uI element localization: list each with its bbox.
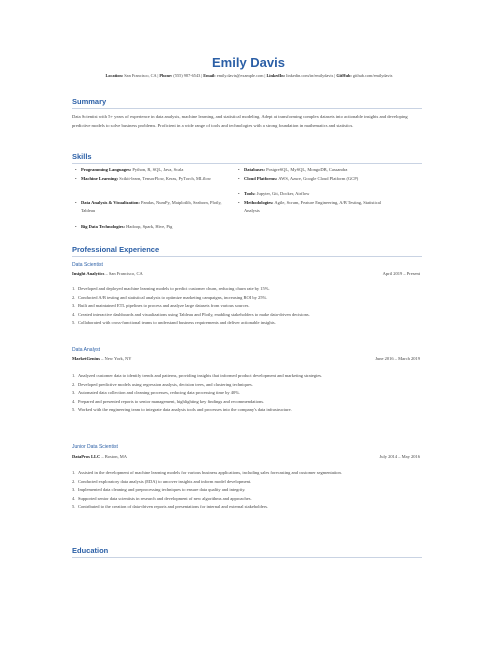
skill-item (72, 223, 232, 231)
skill-label: Cloud Platforms: (244, 176, 278, 181)
list-item: 3. Built and maintained ETL pipelines to process and analyze large datasets from various sources. (72, 303, 250, 309)
list-item-text: Assisted in the development of machine learning models for various business applications, including sales forecasting and customer segmentation. (78, 470, 342, 475)
skill-label: Methodologies: (244, 200, 274, 205)
skill-value: Pandas, NumPy, Matplotlib, Seaborn, Plotly, Tableau (81, 200, 222, 213)
company-location: New York, NY (104, 356, 132, 361)
company-name: DataPros LLC (72, 454, 101, 459)
list-item-text: Supported senior data scientists in research and development of new algorithms and approaches. (78, 495, 252, 501)
skill-value: AWS, Azure, Google Cloud Platform (GCP) (278, 176, 359, 181)
list-item-text: Conducted exploratory data analysis (EDA) to uncover insights and inform model development. (78, 478, 252, 484)
skill-value: Python, R, SQL, Java, Scala (132, 167, 184, 172)
bullet-icon: • (238, 167, 240, 172)
job-dates: April 2019 – Present (382, 271, 420, 276)
linkedin-label: LinkedIn: (266, 73, 286, 78)
skill-item (235, 190, 395, 198)
list-item: 2. Conducted exploratory data analysis (EDA) to uncover insights and inform model development. (72, 478, 252, 484)
job-responsibilities (72, 285, 422, 328)
list-item-text: Automated data collection and cleaning processes, reducing data processing time by 40%. (78, 390, 241, 396)
email-label: Email: (203, 73, 216, 78)
bullet-icon: • (75, 224, 77, 229)
job-company: MarketGenius – New York, NY (72, 356, 132, 361)
skill-value: Jupyter, Git, Docker, Airflow (256, 191, 310, 196)
contact-info: Location: San Francisco, CA | Phone: (555) 987-6543 | Email: emily.davis@example.com | LinkedIn: linkedin.com/in/emilydavis | GitHub: github.com/emilydavis (105, 73, 393, 78)
summary-text: Data Scientist with 5+ years of experience in data analysis, machine learning, and statistical modeling. Adept at transforming complex datasets into actionable insights and developing predictive models to solve business problems. Proficient in a wide range of tools and technologies with a strong foundation in mathematics and statistics. (72, 114, 408, 128)
phone-value: (555) 987-6543 (173, 73, 201, 78)
skill-label: Data Analysis & Visualization: (81, 200, 140, 205)
linkedin-link[interactable]: linkedin.com/in/emilydavis (286, 73, 334, 78)
job-title: Data Scientist (72, 262, 103, 268)
summary-heading: Summary (72, 97, 107, 106)
candidate-name: Emily Davis (212, 55, 285, 70)
list-item: 4. Supported senior data scientists in research and development of new algorithms and approaches. (72, 495, 252, 501)
job-title: Data Analyst (72, 347, 101, 353)
skill-label: Databases: (244, 167, 265, 172)
list-item-text: Built and maintained ETL pipelines to process and analyze large datasets from various sources. (78, 303, 250, 309)
skill-label: Tools: (244, 191, 256, 196)
bullet-icon: • (75, 167, 77, 172)
skills-heading: Skills (72, 152, 92, 161)
list-item-text: Prepared and presented reports to senior management, highlighting key findings and recommendations. (78, 398, 265, 404)
skill-value: PostgreSQL, MySQL, MongoDB, Cassandra (266, 167, 348, 172)
job-company: Insight Analytics – San Francisco, CA (72, 271, 143, 276)
skill-label: Machine Learning: (81, 176, 119, 181)
skill-item (235, 175, 395, 183)
skill-label: Programming Languages: (81, 167, 132, 172)
bullet-icon: • (238, 191, 240, 196)
list-item-text: Created interactive dashboards and visualizations using Tableau and Plotly, enabling stakeholders to make data-driven decisions. (78, 311, 310, 317)
skills-divider (72, 163, 422, 164)
skill-label: Big Data Technologies: (81, 224, 126, 229)
list-item: 1. Developed and deployed machine learning models to predict customer churn, reducing churn rate by 15%. (72, 286, 270, 291)
company-name: MarketGenius (72, 356, 100, 361)
list-item: 4. Created interactive dashboards and visualizations using Tableau and Plotly, enabling stakeholders to make data-driven decisions. (72, 311, 310, 317)
location-label: Location: (105, 73, 124, 78)
job-dates: July 2014 – May 2016 (379, 454, 420, 459)
company-name: Insight Analytics (72, 271, 105, 276)
list-item: 2. Developed predictive models using regression analysis, decision trees, and clustering techniques. (72, 381, 253, 387)
list-item-text: Analyzed customer data to identify trends and patterns, providing insights that informed product development and marketing strategies. (78, 373, 323, 378)
skill-value: Scikit-learn, TensorFlow, Keras, PyTorch, MLflow (119, 176, 211, 181)
skill-value: Hadoop, Spark, Hive, Pig (126, 224, 173, 229)
list-item: 3. Automated data collection and cleaning processes, reducing data processing time by 40%. (72, 390, 241, 396)
job-company: DataPros LLC – Boston, MA (72, 454, 128, 459)
list-item-text: Developed predictive models using regression analysis, decision trees, and clustering techniques. (78, 381, 253, 387)
skill-item (72, 199, 232, 215)
list-item-text: Contributed to the creation of data-driven reports and presentations for internal and external stakeholders. (78, 504, 269, 510)
list-item: 1. Analyzed customer data to identify trends and patterns, providing insights that informed product development and marketing strategies. (72, 373, 323, 378)
list-item-text: Developed and deployed machine learning models to predict customer churn, reducing churn rate by 15%. (78, 286, 270, 291)
location-value: San Francisco, CA (124, 73, 157, 78)
education-heading: Education (72, 546, 109, 555)
list-item-text: Conducted A/B testing and statistical analysis to optimize marketing campaigns, increasing ROI by 25%. (78, 294, 268, 300)
job-title: Junior Data Scientist (72, 444, 118, 450)
education-divider (72, 557, 422, 558)
job-dates: June 2016 – March 2019 (375, 356, 420, 361)
list-item: 3. Implemented data cleaning and preprocessing techniques to ensure data quality and integrity. (72, 487, 246, 493)
company-location: San Francisco, CA (108, 271, 143, 276)
bullet-icon: • (238, 200, 240, 205)
company-location: Boston, MA (104, 454, 128, 459)
list-item-text: Implemented data cleaning and preprocessing techniques to ensure data quality and integrity. (78, 487, 246, 493)
list-item: 1. Assisted in the development of machine learning models for various business applications, including sales forecasting and customer segmentation. (72, 470, 342, 475)
bullet-icon: • (75, 200, 77, 205)
list-item: 4. Prepared and presented reports to senior management, highlighting key findings and recommendations. (72, 398, 265, 404)
github-link[interactable]: github.com/emilydavis (352, 73, 393, 78)
list-item: 5. Contributed to the creation of data-driven reports and presentations for internal and external stakeholders. (72, 504, 269, 510)
list-item-text: Collaborated with cross-functional teams to understand business requirements and deliver actionable insights. (78, 320, 276, 326)
experience-heading: Professional Experience (72, 245, 160, 254)
skill-value: Agile, Scrum, Feature Engineering, A/B Testing, Statistical Analysis (244, 200, 381, 213)
list-item-text: Worked with the engineering team to integrate data analysis tools and processes into the company's data infrastructure. (78, 407, 292, 413)
job-responsibilities (72, 372, 422, 415)
skill-item (235, 166, 395, 174)
list-item: 5. Worked with the engineering team to integrate data analysis tools and processes into the company's data infrastructure. (72, 407, 292, 413)
email-link[interactable]: emily.davis@example.com (216, 73, 264, 78)
github-label: GitHub: (336, 73, 352, 78)
skill-item (235, 199, 395, 215)
skill-item (72, 175, 232, 183)
list-item: 5. Collaborated with cross-functional teams to understand business requirements and deliver actionable insights. (72, 320, 276, 326)
bullet-icon: • (238, 176, 240, 181)
skill-item (72, 166, 232, 174)
bullet-icon: • (75, 176, 77, 181)
summary-divider (72, 108, 422, 109)
list-item: 2. Conducted A/B testing and statistical analysis to optimize marketing campaigns, increasing ROI by 25%. (72, 294, 268, 300)
experience-divider (72, 256, 422, 257)
job-responsibilities (72, 469, 422, 512)
phone-label: Phone: (159, 73, 173, 78)
